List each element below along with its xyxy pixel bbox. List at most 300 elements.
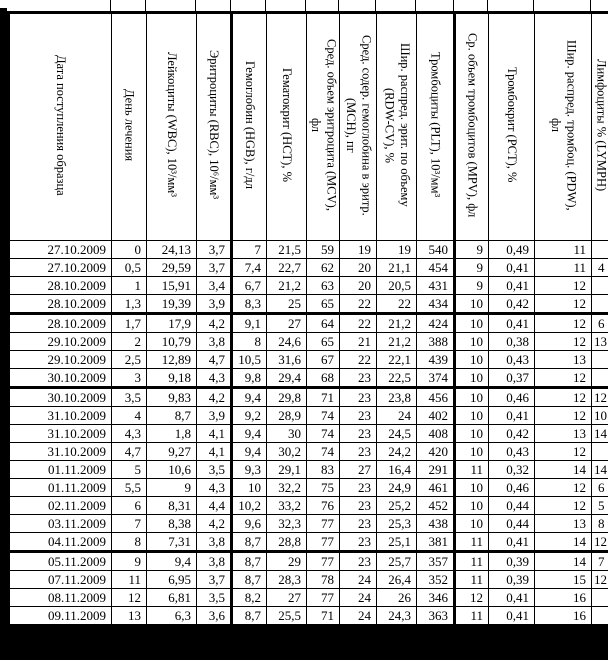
cell-wbc: 8,31 bbox=[147, 497, 197, 515]
cell-mch: 23 bbox=[340, 497, 377, 515]
cell-mpv: 10 bbox=[455, 407, 489, 425]
cell-hgb: 8,7 bbox=[232, 607, 267, 626]
cell-treatment-day: 4 bbox=[112, 407, 147, 425]
column-header-lymph bbox=[592, 13, 608, 241]
cell-treatment-day: 3,5 bbox=[112, 388, 147, 407]
cell-wbc: 24,13 bbox=[147, 241, 197, 259]
cell-plt: 363 bbox=[417, 607, 455, 626]
cell-wbc: 8,7 bbox=[147, 407, 197, 425]
cell-pdw: 12 bbox=[535, 479, 592, 497]
cell-mcv: 64 bbox=[307, 314, 340, 333]
cell-mpv: 10 bbox=[455, 443, 489, 461]
cell-mcv: 68 bbox=[307, 369, 340, 388]
cell-rbc: 3,6 bbox=[197, 607, 232, 626]
cell-wbc: 1,8 bbox=[147, 425, 197, 443]
column-header-pdw bbox=[535, 13, 592, 241]
cell-wbc: 6,81 bbox=[147, 589, 197, 607]
cell-mcv: 74 bbox=[307, 425, 340, 443]
border-tick bbox=[265, 0, 266, 11]
cell-date: 03.11.2009 bbox=[9, 515, 112, 533]
cell-treatment-day: 3 bbox=[112, 369, 147, 388]
cell-mcv: 65 bbox=[307, 295, 340, 314]
cell-lymph: 10 bbox=[592, 407, 608, 425]
column-header-text-pct: Тромбокрит (PCT), % bbox=[505, 67, 520, 183]
column-header-hgb bbox=[232, 13, 267, 241]
cell-pdw: 12 bbox=[535, 497, 592, 515]
table-row bbox=[9, 369, 608, 388]
cell-plt: 456 bbox=[417, 388, 455, 407]
cell-rdw: 22,1 bbox=[377, 351, 417, 369]
cell-hct: 30,2 bbox=[267, 443, 307, 461]
cell-plt: 408 bbox=[417, 425, 455, 443]
cell-rbc: 4,4 bbox=[197, 497, 232, 515]
column-header-text-plt: Тромбоциты (PLT), 10³/мм³ bbox=[428, 52, 443, 198]
border-tick bbox=[590, 0, 591, 11]
cell-mpv: 11 bbox=[455, 461, 489, 479]
cell-rbc: 3,7 bbox=[197, 571, 232, 589]
cell-mch: 21 bbox=[340, 333, 377, 351]
cell-rbc: 4,7 bbox=[197, 351, 232, 369]
cell-treatment-day: 9 bbox=[112, 552, 147, 571]
cell-hct: 25 bbox=[267, 295, 307, 314]
cell-rdw: 16,4 bbox=[377, 461, 417, 479]
cell-lymph: 6 bbox=[592, 314, 608, 333]
cell-wbc: 15,91 bbox=[147, 277, 197, 295]
border-tick bbox=[145, 0, 146, 11]
cell-wbc: 17,9 bbox=[147, 314, 197, 333]
cell-pct: 0,44 bbox=[489, 515, 535, 533]
cell-mpv: 10 bbox=[455, 295, 489, 314]
cell-pct: 0,41 bbox=[489, 589, 535, 607]
cell-pdw: 16 bbox=[535, 589, 592, 607]
cell-date: 29.10.2009 bbox=[9, 351, 112, 369]
cell-pct: 0,44 bbox=[489, 497, 535, 515]
cell-wbc: 7,31 bbox=[147, 533, 197, 552]
cell-hgb: 7,4 bbox=[232, 259, 267, 277]
column-header-hct bbox=[267, 13, 307, 241]
cell-rbc: 3,9 bbox=[197, 295, 232, 314]
cell-rbc: 4,3 bbox=[197, 479, 232, 497]
cell-rdw: 22,5 bbox=[377, 369, 417, 388]
cell-hgb: 9,1 bbox=[232, 314, 267, 333]
cell-mcv: 75 bbox=[307, 479, 340, 497]
cell-date: 01.11.2009 bbox=[9, 461, 112, 479]
border-tick bbox=[533, 0, 534, 11]
cell-hgb: 9,6 bbox=[232, 515, 267, 533]
cell-plt: 452 bbox=[417, 497, 455, 515]
cell-pdw: 11 bbox=[535, 259, 592, 277]
cell-hct: 29 bbox=[267, 552, 307, 571]
cell-treatment-day: 7 bbox=[112, 515, 147, 533]
cell-hct: 30 bbox=[267, 425, 307, 443]
cell-pdw: 12 bbox=[535, 314, 592, 333]
cell-pdw: 15 bbox=[535, 571, 592, 589]
cell-mpv: 11 bbox=[455, 533, 489, 552]
cell-rdw: 24,3 bbox=[377, 607, 417, 626]
cell-mcv: 71 bbox=[307, 607, 340, 626]
cell-date: 01.11.2009 bbox=[9, 479, 112, 497]
cell-rdw: 25,1 bbox=[377, 533, 417, 552]
cell-hct: 27 bbox=[267, 314, 307, 333]
cell-plt: 438 bbox=[417, 515, 455, 533]
cell-hgb: 8,2 bbox=[232, 589, 267, 607]
cell-hct: 25,5 bbox=[267, 607, 307, 626]
cell-treatment-day: 2,5 bbox=[112, 351, 147, 369]
cell-mcv: 77 bbox=[307, 589, 340, 607]
cell-pdw: 14 bbox=[535, 552, 592, 571]
cell-mpv: 12 bbox=[455, 589, 489, 607]
cell-lymph bbox=[592, 241, 608, 259]
cell-plt: 431 bbox=[417, 277, 455, 295]
cell-pct: 0,41 bbox=[489, 607, 535, 626]
cell-rdw: 23,8 bbox=[377, 388, 417, 407]
cell-hct: 22,7 bbox=[267, 259, 307, 277]
cell-mpv: 11 bbox=[455, 552, 489, 571]
table-row bbox=[9, 571, 608, 589]
cell-treatment-day: 4,3 bbox=[112, 425, 147, 443]
cell-rbc: 3,8 bbox=[197, 333, 232, 351]
cell-hct: 21,5 bbox=[267, 241, 307, 259]
cell-rbc: 3,7 bbox=[197, 241, 232, 259]
cell-plt: 420 bbox=[417, 443, 455, 461]
cell-mch: 24 bbox=[340, 571, 377, 589]
cell-pct: 0,41 bbox=[489, 314, 535, 333]
cell-pct: 0,49 bbox=[489, 241, 535, 259]
cell-date: 31.10.2009 bbox=[9, 407, 112, 425]
cell-pct: 0,41 bbox=[489, 277, 535, 295]
column-header-text-lymph: Лимфоциты % (LYMPH) bbox=[594, 58, 608, 192]
cell-hct: 29,8 bbox=[267, 388, 307, 407]
cell-lymph: 12 bbox=[592, 571, 608, 589]
cell-hct: 29,4 bbox=[267, 369, 307, 388]
cell-mpv: 9 bbox=[455, 241, 489, 259]
cell-wbc: 9,83 bbox=[147, 388, 197, 407]
table-row bbox=[9, 552, 608, 571]
cell-treatment-day: 11 bbox=[112, 571, 147, 589]
cell-rbc: 4,1 bbox=[197, 443, 232, 461]
cell-wbc: 8,38 bbox=[147, 515, 197, 533]
cell-date: 27.10.2009 bbox=[9, 259, 112, 277]
cell-rdw: 21,2 bbox=[377, 314, 417, 333]
cell-rbc: 3,8 bbox=[197, 533, 232, 552]
cell-lymph bbox=[592, 369, 608, 388]
cell-pdw: 12 bbox=[535, 407, 592, 425]
cell-plt: 461 bbox=[417, 479, 455, 497]
cell-rbc: 3,9 bbox=[197, 407, 232, 425]
cell-mch: 19 bbox=[340, 241, 377, 259]
cell-hgb: 6,7 bbox=[232, 277, 267, 295]
cell-wbc: 12,89 bbox=[147, 351, 197, 369]
cell-rdw: 24,9 bbox=[377, 479, 417, 497]
cell-lymph: 13 bbox=[592, 333, 608, 351]
table-row bbox=[9, 443, 608, 461]
cell-date: 02.11.2009 bbox=[9, 497, 112, 515]
cell-mpv: 9 bbox=[455, 277, 489, 295]
cell-mch: 23 bbox=[340, 407, 377, 425]
cell-lymph: 8 bbox=[592, 515, 608, 533]
cell-plt: 439 bbox=[417, 351, 455, 369]
cell-mcv: 77 bbox=[307, 533, 340, 552]
cell-mpv: 10 bbox=[455, 369, 489, 388]
cell-rbc: 4,1 bbox=[197, 425, 232, 443]
cell-treatment-day: 1,3 bbox=[112, 295, 147, 314]
cell-mch: 20 bbox=[340, 259, 377, 277]
cell-mch: 23 bbox=[340, 388, 377, 407]
cell-treatment-day: 0 bbox=[112, 241, 147, 259]
cell-rbc: 4,2 bbox=[197, 515, 232, 533]
cell-rdw: 19 bbox=[377, 241, 417, 259]
cell-mpv: 11 bbox=[455, 571, 489, 589]
cell-pct: 0,43 bbox=[489, 351, 535, 369]
column-header-text-hct: Гематокрит (HCT), % bbox=[280, 67, 295, 182]
table-row bbox=[9, 497, 608, 515]
cell-hct: 28,3 bbox=[267, 571, 307, 589]
cell-lymph: 14 bbox=[592, 425, 608, 443]
cell-hct: 27 bbox=[267, 589, 307, 607]
table-row bbox=[9, 295, 608, 314]
table-row bbox=[9, 407, 608, 425]
column-header-text-wbc: Лейкоциты (WBC), 10³/мм³ bbox=[165, 52, 180, 198]
table-row bbox=[9, 533, 608, 552]
cell-pct: 0,41 bbox=[489, 407, 535, 425]
cell-hgb: 8,7 bbox=[232, 571, 267, 589]
table-row bbox=[9, 515, 608, 533]
cell-date: 28.10.2009 bbox=[9, 277, 112, 295]
cell-lymph: 12 bbox=[592, 388, 608, 407]
cell-date: 31.10.2009 bbox=[9, 425, 112, 443]
cell-rdw: 25,2 bbox=[377, 497, 417, 515]
cell-pct: 0,39 bbox=[489, 571, 535, 589]
cell-pdw: 12 bbox=[535, 388, 592, 407]
lab-results-table bbox=[7, 11, 608, 627]
cell-pdw: 12 bbox=[535, 443, 592, 461]
cell-rbc: 3,4 bbox=[197, 277, 232, 295]
column-header-text-rbc: Эритроциты (RBC), 10⁶/мм³ bbox=[207, 50, 222, 200]
cell-mpv: 11 bbox=[455, 607, 489, 626]
cell-pdw: 13 bbox=[535, 515, 592, 533]
table-row bbox=[9, 351, 608, 369]
cell-date: 31.10.2009 bbox=[9, 443, 112, 461]
cell-hgb: 9,8 bbox=[232, 369, 267, 388]
border-tick bbox=[487, 0, 488, 11]
cell-treatment-day: 5,5 bbox=[112, 479, 147, 497]
cell-mcv: 67 bbox=[307, 351, 340, 369]
cell-lymph: 5 bbox=[592, 497, 608, 515]
cell-plt: 454 bbox=[417, 259, 455, 277]
cell-treatment-day: 5 bbox=[112, 461, 147, 479]
border-tick bbox=[305, 0, 306, 11]
cell-hgb: 10,2 bbox=[232, 497, 267, 515]
cell-plt: 352 bbox=[417, 571, 455, 589]
cell-rdw: 25,3 bbox=[377, 515, 417, 533]
cell-treatment-day: 4,7 bbox=[112, 443, 147, 461]
cell-mcv: 59 bbox=[307, 241, 340, 259]
cell-mch: 23 bbox=[340, 425, 377, 443]
cell-rdw: 21,1 bbox=[377, 259, 417, 277]
cell-lymph: 14 bbox=[592, 461, 608, 479]
cell-mpv: 10 bbox=[455, 515, 489, 533]
cell-hct: 31,6 bbox=[267, 351, 307, 369]
cell-treatment-day: 12 bbox=[112, 589, 147, 607]
cell-lymph: 4 bbox=[592, 259, 608, 277]
cell-pdw: 11 bbox=[535, 241, 592, 259]
cell-treatment-day: 8 bbox=[112, 533, 147, 552]
cell-rdw: 24,5 bbox=[377, 425, 417, 443]
cell-mpv: 9 bbox=[455, 259, 489, 277]
cell-mch: 24 bbox=[340, 589, 377, 607]
cell-pct: 0,43 bbox=[489, 443, 535, 461]
cell-pdw: 13 bbox=[535, 425, 592, 443]
column-header-mcv bbox=[307, 13, 340, 241]
border-tick bbox=[415, 0, 416, 11]
cell-mch: 24 bbox=[340, 607, 377, 626]
cell-lymph bbox=[592, 443, 608, 461]
column-header-mch bbox=[340, 13, 377, 241]
table-row bbox=[9, 333, 608, 351]
cell-plt: 434 bbox=[417, 295, 455, 314]
cell-rdw: 26,4 bbox=[377, 571, 417, 589]
cell-treatment-day: 13 bbox=[112, 607, 147, 626]
cell-mcv: 83 bbox=[307, 461, 340, 479]
border-tick bbox=[110, 0, 111, 11]
cell-mch: 23 bbox=[340, 443, 377, 461]
cell-pdw: 12 bbox=[535, 369, 592, 388]
cell-mcv: 65 bbox=[307, 333, 340, 351]
cell-wbc: 10,6 bbox=[147, 461, 197, 479]
border-tick bbox=[338, 0, 339, 11]
cell-mcv: 77 bbox=[307, 515, 340, 533]
border-tick bbox=[230, 0, 231, 11]
cell-pdw: 13 bbox=[535, 351, 592, 369]
cell-lymph bbox=[592, 295, 608, 314]
cell-wbc: 10,79 bbox=[147, 333, 197, 351]
column-header-plt bbox=[417, 13, 455, 241]
border-tick bbox=[375, 0, 376, 11]
cell-mcv: 74 bbox=[307, 407, 340, 425]
cell-mcv: 77 bbox=[307, 552, 340, 571]
cell-mcv: 76 bbox=[307, 497, 340, 515]
cell-lymph bbox=[592, 351, 608, 369]
cell-pdw: 14 bbox=[535, 533, 592, 552]
cell-mch: 23 bbox=[340, 515, 377, 533]
column-header-text-mpv: Ср. объем тромбоцитов (MPV), фл bbox=[465, 32, 480, 218]
cell-date: 30.10.2009 bbox=[9, 369, 112, 388]
cell-wbc: 9 bbox=[147, 479, 197, 497]
cell-pdw: 12 bbox=[535, 333, 592, 351]
cell-wbc: 6,3 bbox=[147, 607, 197, 626]
cell-rdw: 21,2 bbox=[377, 333, 417, 351]
cell-hct: 32,2 bbox=[267, 479, 307, 497]
cell-rbc: 3,5 bbox=[197, 461, 232, 479]
column-header-rbc bbox=[197, 13, 232, 241]
cell-hgb: 9,4 bbox=[232, 443, 267, 461]
cell-treatment-day: 0,5 bbox=[112, 259, 147, 277]
cell-mcv: 62 bbox=[307, 259, 340, 277]
cell-mcv: 78 bbox=[307, 571, 340, 589]
cell-pdw: 12 bbox=[535, 295, 592, 314]
cell-rdw: 24 bbox=[377, 407, 417, 425]
cell-pct: 0,42 bbox=[489, 425, 535, 443]
cell-wbc: 19,39 bbox=[147, 295, 197, 314]
border-tick bbox=[195, 0, 196, 11]
cell-wbc: 6,95 bbox=[147, 571, 197, 589]
cell-rbc: 3,8 bbox=[197, 552, 232, 571]
cell-hct: 32,3 bbox=[267, 515, 307, 533]
table-row bbox=[9, 425, 608, 443]
cell-hgb: 7 bbox=[232, 241, 267, 259]
table-row bbox=[9, 314, 608, 333]
column-header-pct bbox=[489, 13, 535, 241]
cell-mpv: 10 bbox=[455, 425, 489, 443]
cell-treatment-day: 6 bbox=[112, 497, 147, 515]
cell-mch: 20 bbox=[340, 277, 377, 295]
column-header-date bbox=[9, 13, 112, 241]
cell-hgb: 8 bbox=[232, 333, 267, 351]
cell-plt: 374 bbox=[417, 369, 455, 388]
cell-plt: 357 bbox=[417, 552, 455, 571]
cell-pdw: 12 bbox=[535, 277, 592, 295]
cell-lymph bbox=[592, 607, 608, 626]
cell-treatment-day: 1,7 bbox=[112, 314, 147, 333]
column-header-text-hgb: Гемоглобин (HGB), г/дл bbox=[243, 61, 258, 189]
cell-hct: 24,6 bbox=[267, 333, 307, 351]
cell-mch: 27 bbox=[340, 461, 377, 479]
cell-lymph bbox=[592, 589, 608, 607]
cell-date: 29.10.2009 bbox=[9, 333, 112, 351]
cell-rbc: 4,3 bbox=[197, 369, 232, 388]
cell-mpv: 10 bbox=[455, 351, 489, 369]
cell-mcv: 71 bbox=[307, 388, 340, 407]
cell-rdw: 26 bbox=[377, 589, 417, 607]
cell-mpv: 10 bbox=[455, 314, 489, 333]
table-row bbox=[9, 479, 608, 497]
cell-mpv: 10 bbox=[455, 497, 489, 515]
cell-plt: 291 bbox=[417, 461, 455, 479]
cell-rdw: 22 bbox=[377, 295, 417, 314]
cell-date: 07.11.2009 bbox=[9, 571, 112, 589]
cell-pct: 0,42 bbox=[489, 295, 535, 314]
cell-date: 08.11.2009 bbox=[9, 589, 112, 607]
cell-wbc: 9,27 bbox=[147, 443, 197, 461]
column-header-text-mch: Сред. содер. гемоглобина в эритр. (MCH), пг bbox=[344, 34, 374, 216]
cell-plt: 402 bbox=[417, 407, 455, 425]
cell-hgb: 9,4 bbox=[232, 425, 267, 443]
cell-mch: 22 bbox=[340, 351, 377, 369]
cell-rdw: 25,7 bbox=[377, 552, 417, 571]
cell-date: 27.10.2009 bbox=[9, 241, 112, 259]
cell-mch: 23 bbox=[340, 552, 377, 571]
cell-hgb: 9,3 bbox=[232, 461, 267, 479]
cell-wbc: 29,59 bbox=[147, 259, 197, 277]
cell-hct: 28,9 bbox=[267, 407, 307, 425]
cell-rbc: 4,2 bbox=[197, 314, 232, 333]
cell-date: 28.10.2009 bbox=[9, 314, 112, 333]
cell-hgb: 10,5 bbox=[232, 351, 267, 369]
cell-rbc: 3,7 bbox=[197, 259, 232, 277]
column-header-text-treatment-day: День лечения bbox=[122, 88, 137, 162]
cell-hgb: 8,7 bbox=[232, 533, 267, 552]
cell-mch: 22 bbox=[340, 314, 377, 333]
page-top-margin bbox=[0, 0, 608, 8]
table-row bbox=[9, 607, 608, 626]
cell-plt: 346 bbox=[417, 589, 455, 607]
table-row bbox=[9, 461, 608, 479]
cell-pct: 0,38 bbox=[489, 333, 535, 351]
table-row bbox=[9, 589, 608, 607]
column-header-text-rdw: Шир. распред. эрит. по объему (RDW-CV), % bbox=[382, 43, 412, 207]
cell-mpv: 10 bbox=[455, 333, 489, 351]
cell-hct: 21,2 bbox=[267, 277, 307, 295]
